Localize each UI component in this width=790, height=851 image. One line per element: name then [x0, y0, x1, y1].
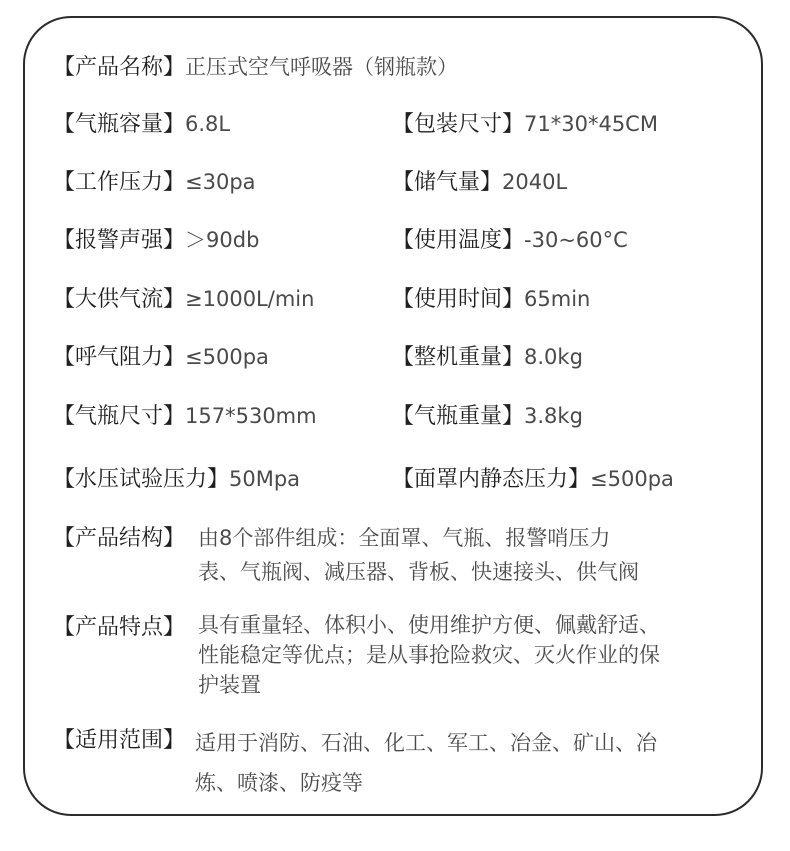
spec-value: ≤500pa	[185, 345, 269, 369]
features-line: 具有重量轻、体积小、使用维护方便、佩戴舒适、	[198, 613, 660, 637]
product-name-label: 【产品名称】	[53, 55, 186, 80]
spec-label: 【整机重量】	[392, 345, 525, 370]
spec-value: 65min	[524, 287, 591, 311]
spec-label: 【面罩内静态压力】	[392, 467, 591, 492]
structure-text	[198, 521, 639, 589]
spec-value: 71*30*45CM	[524, 112, 658, 136]
spec-row	[53, 342, 269, 373]
spec-row	[53, 284, 314, 315]
features-text	[198, 610, 660, 700]
spec-row	[53, 225, 259, 256]
spec-label: 【使用时间】	[392, 287, 525, 312]
spec-label: 【气瓶尺寸】	[53, 404, 186, 429]
spec-row	[392, 167, 567, 198]
spec-label: 【储气量】	[392, 170, 503, 195]
spec-row	[392, 401, 583, 432]
spec-label: 【包装尺寸】	[392, 112, 525, 137]
structure-line: 由8个部件组成：全面罩、气瓶、报警哨压力	[198, 526, 611, 550]
spec-row	[392, 284, 590, 315]
spec-value: -30~60°C	[524, 228, 628, 252]
scope-line: 适用于消防、石油、化工、军工、冶金、矿山、冶	[195, 731, 657, 755]
structure-line: 表、气瓶阀、减压器、背板、快速接头、供气阀	[198, 560, 639, 584]
spec-label: 【大供气流】	[53, 287, 186, 312]
spec-row	[53, 464, 300, 495]
spec-value: ＞90db	[185, 228, 260, 252]
spec-row	[392, 109, 658, 140]
scope-text	[195, 723, 657, 803]
structure-label: 【产品结构】	[53, 526, 186, 551]
spec-row	[392, 464, 674, 495]
spec-value: 3.8kg	[524, 404, 583, 428]
spec-row	[392, 225, 628, 256]
spec-label: 【报警声强】	[53, 228, 186, 253]
spec-value: ≥1000L/min	[185, 287, 315, 311]
spec-value: 6.8L	[185, 112, 231, 136]
spec-row	[53, 167, 256, 198]
spec-value: 50Mpa	[229, 467, 301, 491]
features-line: 护装置	[198, 673, 261, 697]
spec-value: ≤30pa	[185, 170, 256, 194]
spec-label: 【工作压力】	[53, 170, 186, 195]
spec-label: 【使用温度】	[392, 228, 525, 253]
spec-value: 157*530mm	[185, 404, 317, 428]
spec-row	[392, 342, 583, 373]
product-name-row	[53, 52, 458, 83]
product-name-value: 正压式空气呼吸器（钢瓶款）	[185, 55, 459, 79]
spec-label: 【气瓶重量】	[392, 404, 525, 429]
spec-value: ≤500pa	[590, 467, 674, 491]
spec-label: 【气瓶容量】	[53, 112, 186, 137]
spec-row	[53, 109, 230, 140]
features-line: 性能稳定等优点；是从事抢险救灾、灭火作业的保	[198, 643, 660, 667]
features-label: 【产品特点】	[53, 615, 186, 640]
spec-value: 8.0kg	[524, 345, 583, 369]
spec-value: 2040L	[502, 170, 568, 194]
scope-label: 【适用范围】	[53, 728, 186, 753]
spec-row	[53, 401, 317, 432]
spec-label: 【水压试验压力】	[53, 467, 230, 492]
scope-line: 炼、喷漆、防疫等	[195, 771, 363, 795]
spec-label: 【呼气阻力】	[53, 345, 186, 370]
